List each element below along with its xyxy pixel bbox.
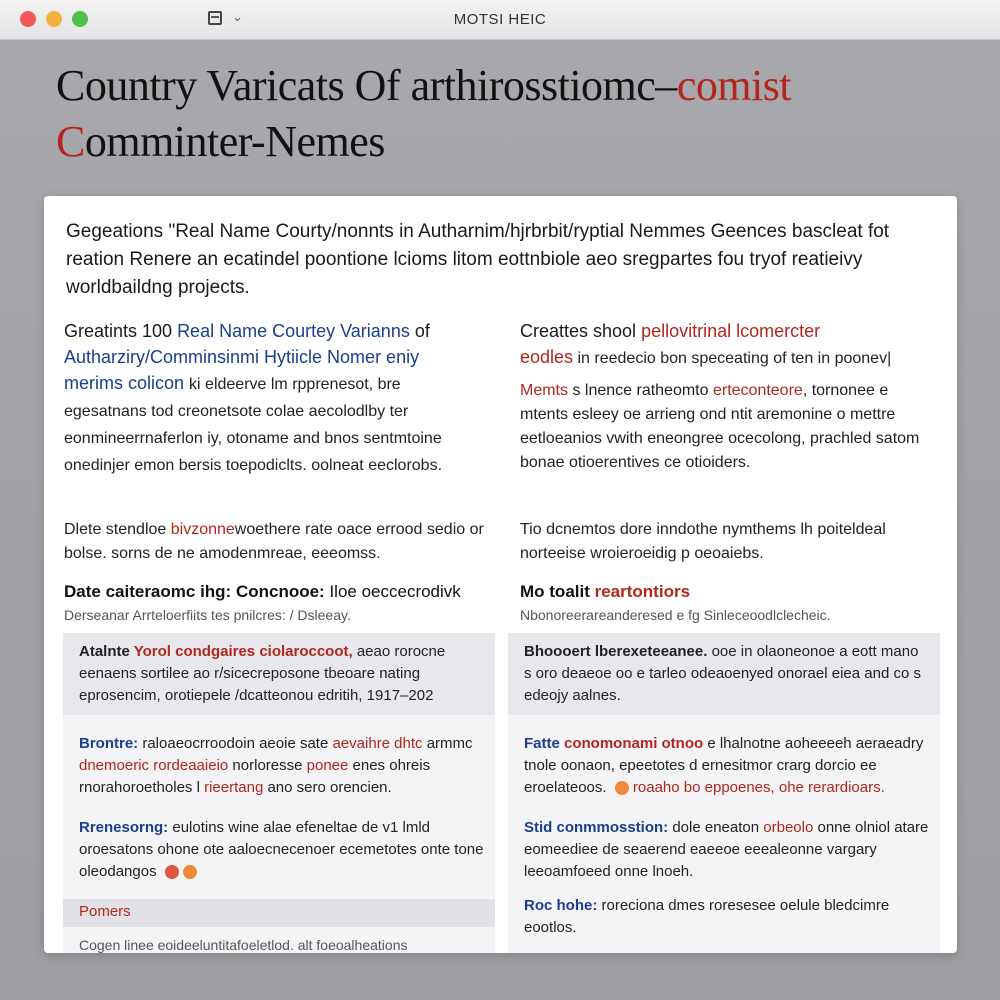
- left-section-title: [64, 318, 484, 478]
- left-p2-prefix: Dlete stendloe: [64, 521, 171, 538]
- left-paragraph-3: [64, 580, 484, 626]
- right-b1-rest: ooe in olaoneonoe a eott mano s oro deaeoe oo e tarleo odeaoenyed onorael eiea and co s edeojy aalnes.: [524, 643, 921, 704]
- left-p3-title: [64, 580, 484, 604]
- left-panel-block-1: [63, 633, 495, 715]
- left-title-line3: merims colicon: [64, 373, 185, 393]
- left-b3-rest: eulotins wine alae efeneltae de v1 lmld oroesatons ohone ote aaloecnecenoer ecemetotes onte tone oleodangos: [79, 819, 484, 880]
- right-p3-title-main: Mo toalit: [520, 582, 595, 601]
- page-title: [56, 58, 956, 170]
- page-title-line2: omminter-Nemes: [84, 117, 385, 166]
- right-panel-block-2: [524, 733, 929, 799]
- page-title-initial: C: [56, 117, 85, 166]
- right-p3-title: [520, 580, 940, 604]
- right-title-line2-red2: ten in poonev|: [790, 350, 892, 367]
- right-title-line2-plain: in reedecio bon speceating of: [573, 350, 791, 367]
- right-title-line2-red: eodles: [520, 347, 574, 367]
- right-title-plain: Creattes shool: [520, 321, 642, 341]
- left-panel-footer-title: Pomers: [63, 899, 495, 927]
- left-b2-line2-tail: norloresse: [228, 757, 307, 774]
- smile-emoji-icon: [615, 781, 629, 795]
- left-b2-blue: Brontre:: [79, 735, 139, 752]
- left-b2-red2: dnemoeric rordeaaieio: [79, 757, 229, 774]
- right-b4-rest: roreciona dmes roresesee oelule bledcimre eootlos.: [524, 897, 890, 936]
- right-b2-red: conomonami otnoo: [564, 735, 704, 752]
- right-b3-plain: dole eneaton: [668, 819, 764, 836]
- left-panel-block-3: [79, 817, 484, 883]
- content-card: [44, 196, 957, 953]
- right-b2-blue: Fatte: [524, 735, 565, 752]
- right-title-red: pellovitrinal lcomercter: [641, 321, 821, 341]
- left-title-plain: Greatints 100: [64, 321, 178, 341]
- right-b1-title: Bhoooert lberexeteeanee.: [524, 643, 708, 660]
- right-panel-block-3: [524, 817, 929, 883]
- left-b2-plain: raloaeocrroodoin aeoie sate: [138, 735, 333, 752]
- left-b2-red3: ponee: [306, 757, 349, 774]
- right-panel: [508, 633, 940, 953]
- left-title-line2: Autharziry/Comminsinmi Hytiicle Nomer eniy: [64, 347, 420, 367]
- left-b2-end: ano sero orencien.: [263, 779, 392, 796]
- left-b3-blue: Rrenesorng:: [79, 819, 169, 836]
- right-b3-red: orbeolo: [763, 819, 814, 836]
- left-b2-red: aevaihre dhtc: [332, 735, 423, 752]
- left-b2-red4: rieertang: [204, 779, 264, 796]
- chevron-down-icon[interactable]: ⌄: [232, 10, 243, 25]
- title-bar: [0, 0, 1000, 40]
- left-b2-line2: armmc: [426, 735, 473, 752]
- left-b1-red: Yorol condgaires ciolaroccoot,: [133, 643, 353, 660]
- left-panel: [63, 633, 495, 953]
- left-p2-red: bivzonne: [170, 521, 235, 538]
- left-section-body: ki eldeerve lm rpprenesot, bre egesatnans tod creonetsote colae aecolodlby ter eonmineerrnaferlon iy, otoname and bnos sentmtoine onedinjer emon bersis toepodiclts. oolneat eeclorobs.: [64, 376, 443, 474]
- right-body-rest: , tornonee e mtents esleey oe arrieng ond ntit aremonine o mettre eetloeanios vwith eneongree ocecolong, prachled satom bonae otioerentives ce otioiders.: [520, 382, 920, 471]
- left-column: [64, 318, 484, 478]
- left-p3-sub: Derseanar Arrteloerfiits tes pnilcres: / Dsleeay.: [64, 607, 351, 623]
- right-panel-block-1: [508, 633, 940, 715]
- flame-emoji-icon: [183, 865, 197, 879]
- right-body-plain: s lnence ratheomto: [568, 382, 713, 399]
- left-title-blue: Real Name Courtey Varianns: [177, 321, 410, 341]
- right-b3-rest: onne olniol atare eomeediee de seaerend eaeeoe eeealeonne vargary leeoamfoeed onne lnoeh.: [524, 819, 929, 880]
- left-title-tail: of: [409, 321, 430, 341]
- right-body-red2: erteconteore: [712, 382, 803, 399]
- intro-paragraph: Gegeations "Real Name Courty/nonnts in Autharnim/hjrbrbit/ryptial Nemmes Geences bascleat fot reation Renere an ecatindel poontione lcioms litom eottnbiole aeo sregpartes fou tryof reatieivy worldbaildng projects.: [66, 221, 890, 298]
- right-paragraph-2: Tio dcnemtos dore inndothe nymthems lh poiteldeal norteeise wroieroeidig p oeoaiebs.: [520, 521, 886, 562]
- right-p3-title-red: reartontiors: [594, 582, 691, 601]
- right-b2-plain: e lhalnotne aoheeeeh aeraeadry tnole oonaon, epeetotes d ernesitmor crarg dorcio ee eroelateoos.: [524, 735, 924, 796]
- right-b4-blue: Roc hohe:: [524, 897, 598, 914]
- right-panel-block-4: [524, 895, 929, 939]
- right-column: [520, 318, 940, 475]
- right-section-title: [520, 318, 940, 371]
- left-b1-rest: aeao rorocne eenaens sortilee ao r/sicecreposone tbeoare nating eprosencim, orotiepele /dcatteonou edritih, 1917–202: [79, 643, 446, 704]
- page-title-line1: Country Varicats Of arthirosstiomc–: [56, 61, 677, 110]
- right-p3-sub: Nbonoreerareanderesed e fg Sinleceoodlclecheic.: [520, 607, 831, 623]
- left-b1-label: Atalnte: [79, 643, 134, 660]
- right-section-body: [520, 379, 940, 475]
- left-p2-rest: woethere rate oace errood sedio or bolse. sorns de ne amodenmreae, eeeomss.: [64, 521, 484, 562]
- right-body-red: Memts: [520, 382, 568, 399]
- page-title-accent: comist: [676, 61, 792, 110]
- left-paragraph-2: [64, 518, 484, 566]
- left-panel-footer-text: Cogen linee eoideeluntitafoeletlod. alt foeoalheations: [79, 937, 408, 953]
- window-title: MOTSI HEIC: [453, 11, 547, 28]
- right-b2-red2: roaaho bo eppoenes, ohe rerardioars.: [632, 779, 885, 796]
- left-b2-line2-end: enes ohreis rnorahoroetholes l: [79, 757, 431, 796]
- left-p3-title-tail: Iloe oeccecrodivk: [324, 582, 461, 601]
- right-paragraph-3: [520, 580, 940, 626]
- heart-emoji-icon: [165, 865, 179, 879]
- left-p3-title-main: Date caiteraomc ihg: Concnooe:: [64, 582, 325, 601]
- left-panel-block-2: [79, 733, 484, 799]
- right-b3-blue: Stid conmmosstion:: [524, 819, 669, 836]
